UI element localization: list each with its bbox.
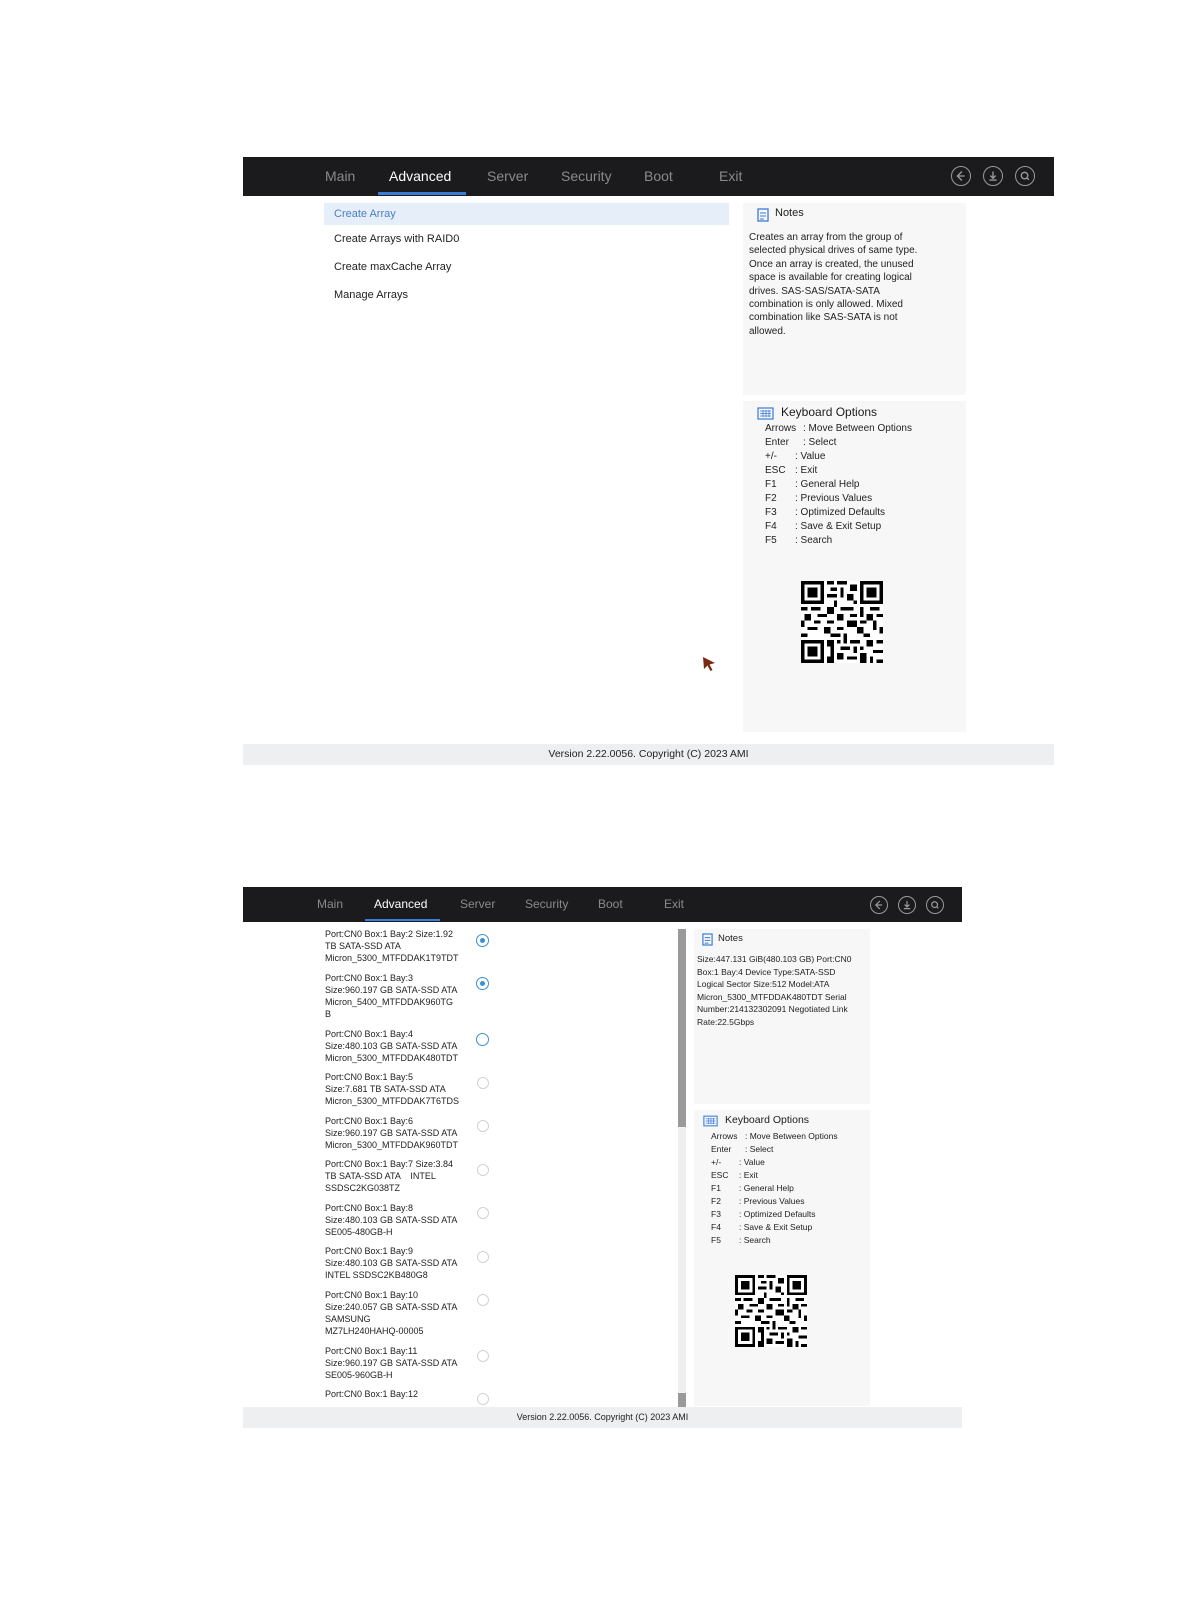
- drive-radio-bay-3[interactable]: [476, 977, 489, 990]
- key-name: F1: [765, 479, 777, 490]
- notes-icon: [702, 933, 713, 946]
- drive-line: Port:CN0 Box:1 Bay:7 Size:3.84: [325, 1159, 454, 1169]
- notes-line: Rate:22.5Gbps: [697, 1016, 755, 1027]
- drive-item-bay-10[interactable]: [325, 1290, 457, 1338]
- keyboard-icon: [703, 1115, 718, 1127]
- key-desc: : Save & Exit Setup: [795, 521, 882, 532]
- key-desc: : Select: [745, 1144, 774, 1154]
- tab-server[interactable]: Server: [487, 168, 529, 184]
- key-name: F2: [711, 1196, 721, 1206]
- notes-line: drives. SAS-SAS/SATA-SATA: [749, 285, 880, 297]
- drive-line: B: [325, 1008, 332, 1019]
- notes-line: combination like SAS-SATA is not: [749, 312, 898, 324]
- scrollbar-end-marker: [678, 1393, 686, 1407]
- key-name: F4: [765, 521, 777, 532]
- notes-line: Box:1 Bay:4 Device Type:SATA-SSD: [697, 966, 836, 977]
- drive-line: Micron_5300_MTFDDAK1T9TDT: [325, 952, 459, 963]
- drive-radio-bay-11[interactable]: [477, 1350, 489, 1362]
- drive-line: MZ7LH240HAHQ-00005: [325, 1325, 424, 1336]
- drive-item-bay-11[interactable]: [325, 1346, 457, 1382]
- drive-line: Micron_5300_MTFDDAK960TDT: [325, 1139, 459, 1150]
- key-name: F3: [765, 507, 777, 518]
- drive-item-bay-2[interactable]: [325, 929, 459, 965]
- keyboard-options-title: Keyboard Options: [781, 405, 878, 419]
- key-row-f5: [711, 1235, 771, 1245]
- key-row-f4: [765, 521, 881, 532]
- key-name: F5: [711, 1235, 721, 1245]
- drive-line: Size:480.103 GB SATA-SSD ATA: [325, 1257, 458, 1268]
- drive-radio-bay-8[interactable]: [477, 1207, 489, 1219]
- menu-item-create-array[interactable]: Create Array: [324, 203, 729, 225]
- keyboard-icon: [757, 407, 774, 420]
- drive-item-bay-8[interactable]: [325, 1203, 457, 1239]
- key-desc: : General Help: [795, 479, 860, 490]
- notes-line: Logical Sector Size:512 Model:ATA: [697, 979, 830, 990]
- drive-line: SE005-480GB-H: [325, 1226, 393, 1237]
- notes-line: Creates an array from the group of: [749, 232, 903, 243]
- key-name: +/-: [711, 1157, 722, 1167]
- back-icon[interactable]: [870, 896, 888, 914]
- key-row-f3: [711, 1209, 816, 1219]
- tab-main[interactable]: Main: [317, 897, 344, 911]
- notes-line: Micron_5300_MTFDDAK480TDT Serial: [697, 991, 847, 1002]
- drive-line: Micron_5300_MTFDDAK7T6TDS: [325, 1095, 460, 1106]
- drive-radio-bay-10[interactable]: [477, 1294, 489, 1306]
- drive-line: Size:240.057 GB SATA-SSD ATA: [325, 1301, 458, 1312]
- drive-line: Port:CN0 Box:1 Bay:12: [325, 1389, 419, 1399]
- drive-item-bay-12[interactable]: [325, 1389, 418, 1401]
- notes-line: Size:447.131 GiB(480.103 GB) Port:CN0: [697, 954, 852, 964]
- key-row-plus-minus: [711, 1157, 765, 1167]
- drive-line: Port:CN0 Box:1 Bay:11: [325, 1346, 418, 1356]
- drive-line: TB SATA-SSD ATA: [325, 940, 401, 951]
- key-desc: : Previous Values: [795, 493, 873, 504]
- drive-line: INTEL SSDSC2KB480G8: [325, 1269, 428, 1280]
- drive-line: Micron_5300_MTFDDAK480TDT: [325, 1052, 459, 1063]
- drive-line: Port:CN0 Box:1 Bay:9: [325, 1246, 414, 1256]
- active-tab-indicator: [378, 192, 466, 195]
- drive-item-bay-6[interactable]: [325, 1116, 458, 1152]
- key-desc: : Search: [795, 535, 833, 546]
- key-name: Arrows: [711, 1131, 738, 1141]
- drive-radio-bay-6[interactable]: [477, 1120, 489, 1132]
- top-menu-bar: [243, 157, 1054, 196]
- drive-radio-bay-12[interactable]: [477, 1393, 489, 1405]
- key-desc: : Optimized Defaults: [795, 507, 886, 518]
- key-desc: : Value: [795, 451, 826, 462]
- qr-code-icon: [801, 581, 883, 663]
- search-icon[interactable]: [926, 896, 944, 914]
- bios-screenshot-drive-selection: [243, 887, 962, 1428]
- drive-item-bay-7[interactable]: [325, 1159, 453, 1195]
- key-row-enter: [711, 1144, 773, 1154]
- drive-item-bay-5[interactable]: [325, 1072, 459, 1108]
- tab-boot[interactable]: Boot: [598, 897, 623, 911]
- key-name: Arrows: [765, 423, 797, 434]
- key-name: F4: [711, 1222, 721, 1232]
- back-icon[interactable]: [951, 166, 971, 186]
- drive-line: Size:480.103 GB SATA-SSD ATA: [325, 1214, 458, 1225]
- key-row-plus-minus: [765, 451, 825, 462]
- search-icon[interactable]: [1015, 166, 1035, 186]
- drive-radio-bay-5[interactable]: [477, 1077, 489, 1089]
- key-desc: : Exit: [795, 465, 818, 476]
- key-name: ESC: [765, 465, 786, 476]
- drive-line: Port:CN0 Box:1 Bay:10: [325, 1290, 419, 1300]
- tab-security[interactable]: Security: [525, 897, 569, 911]
- notes-line: allowed.: [749, 325, 786, 337]
- drive-line: Port:CN0 Box:1 Bay:2 Size:1.92: [325, 929, 454, 939]
- menu-item-manage-arrays[interactable]: Manage Arrays: [334, 289, 408, 301]
- key-desc: : General Help: [739, 1183, 794, 1193]
- key-name: F1: [711, 1183, 721, 1193]
- scrollbar-thumb[interactable]: [678, 929, 686, 1127]
- drive-item-bay-9[interactable]: [325, 1246, 457, 1282]
- drive-item-bay-4[interactable]: [325, 1029, 458, 1065]
- top-menu-bar: [243, 887, 962, 922]
- key-row-f4: [711, 1222, 812, 1232]
- notes-line: Number:214132302091 Negotiated Link: [697, 1004, 848, 1015]
- key-desc: : Search: [739, 1235, 771, 1245]
- notes-icon: [757, 208, 769, 222]
- drive-line: Size:7.681 TB SATA-SSD ATA: [325, 1083, 446, 1094]
- save-download-icon[interactable]: [898, 896, 916, 914]
- notes-text: [749, 231, 964, 338]
- menu-item-create-maxcache-array[interactable]: Create maxCache Array: [334, 261, 452, 273]
- key-name: F3: [711, 1209, 721, 1219]
- notes-title: Notes: [718, 933, 743, 944]
- notes-panel: [743, 203, 966, 395]
- tab-boot[interactable]: Boot: [644, 168, 673, 184]
- drive-line: Port:CN0 Box:1 Bay:6: [325, 1116, 414, 1126]
- key-desc: : Move Between Options: [745, 1131, 838, 1141]
- drive-line: Port:CN0 Box:1 Bay:3: [325, 973, 414, 983]
- key-desc: : Move Between Options: [803, 423, 912, 434]
- key-row-arrows: [711, 1131, 838, 1141]
- active-tab-indicator: [365, 919, 440, 921]
- drive-line: Size:960.197 GB SATA-SSD ATA: [325, 1127, 458, 1138]
- notes-panel: [694, 929, 870, 1104]
- drive-line: Size:960.197 GB SATA-SSD ATA: [325, 984, 458, 995]
- key-row-arrows: [765, 423, 912, 434]
- key-row-f2: [711, 1196, 805, 1206]
- tab-exit[interactable]: Exit: [664, 897, 685, 911]
- drive-line: SE005-960GB-H: [325, 1369, 393, 1380]
- key-desc: : Save & Exit Setup: [739, 1222, 813, 1232]
- key-row-enter: [765, 437, 836, 448]
- key-name: Enter: [765, 437, 789, 448]
- drive-line: Port:CN0 Box:1 Bay:8: [325, 1203, 414, 1213]
- drive-radio-bay-4[interactable]: [476, 1033, 489, 1046]
- key-name: F2: [765, 493, 777, 504]
- key-name: +/-: [765, 451, 777, 462]
- drive-line: Micron_5400_MTFDDAK960TG: [325, 996, 454, 1007]
- drive-line: SSDSC2KG038TZ: [325, 1182, 401, 1193]
- version-footer: Version 2.22.0056. Copyright (C) 2023 AMI: [243, 744, 1054, 765]
- tab-advanced[interactable]: Advanced: [374, 897, 428, 911]
- notes-line: space is available for creating logical: [749, 272, 912, 284]
- drive-line: Port:CN0 Box:1 Bay:5: [325, 1072, 414, 1082]
- drive-line: Size:960.197 GB SATA-SSD ATA: [325, 1357, 458, 1368]
- menu-item-create-arrays-raid0[interactable]: Create Arrays with RAID0: [334, 233, 460, 245]
- keyboard-options-panel: [743, 401, 966, 732]
- notes-text: [697, 953, 872, 1028]
- key-row-esc: [711, 1170, 758, 1180]
- drive-radio-bay-9[interactable]: [477, 1251, 489, 1263]
- mouse-cursor-icon: [702, 656, 716, 672]
- save-download-icon[interactable]: [983, 166, 1003, 186]
- key-row-f3: [765, 507, 885, 518]
- version-footer: Version 2.22.0056. Copyright (C) 2023 AMI: [243, 1407, 962, 1428]
- tab-advanced[interactable]: Advanced: [389, 168, 452, 184]
- notes-line: selected physical drives of same type.: [749, 245, 918, 257]
- drive-radio-bay-7[interactable]: [477, 1164, 489, 1176]
- key-name: ESC: [711, 1170, 729, 1180]
- notes-title: Notes: [775, 207, 804, 219]
- drive-list-scrollbar[interactable]: [678, 929, 686, 1407]
- drive-item-bay-3[interactable]: [325, 973, 457, 1021]
- key-desc: : Exit: [739, 1170, 758, 1180]
- tab-main[interactable]: Main: [325, 168, 356, 184]
- drive-line: TB SATA-SSD ATA INTEL: [325, 1170, 436, 1181]
- keyboard-options-title: Keyboard Options: [725, 1114, 810, 1126]
- notes-line: Once an array is created, the unused: [749, 258, 914, 270]
- key-desc: : Select: [803, 437, 837, 448]
- key-desc: : Previous Values: [739, 1196, 805, 1206]
- tab-security[interactable]: Security: [561, 168, 612, 184]
- key-desc: : Optimized Defaults: [739, 1209, 816, 1219]
- bios-screenshot-create-array: [243, 157, 1054, 765]
- notes-line: combination is only allowed. Mixed: [749, 298, 903, 310]
- drive-line: Port:CN0 Box:1 Bay:4: [325, 1029, 414, 1039]
- tab-server[interactable]: Server: [460, 897, 496, 911]
- qr-code-icon: [735, 1275, 807, 1347]
- key-row-esc: [765, 465, 817, 476]
- keyboard-options-panel: [694, 1110, 870, 1406]
- drive-line: SAMSUNG: [325, 1313, 371, 1324]
- key-name: F5: [765, 535, 777, 546]
- drive-radio-bay-2[interactable]: [476, 934, 489, 947]
- key-desc: : Value: [739, 1157, 765, 1167]
- key-row-f1: [711, 1183, 794, 1193]
- key-name: Enter: [711, 1144, 732, 1154]
- key-row-f2: [765, 493, 872, 504]
- key-row-f1: [765, 479, 859, 490]
- tab-exit[interactable]: Exit: [719, 168, 743, 184]
- drive-line: Size:480.103 GB SATA-SSD ATA: [325, 1040, 458, 1051]
- key-row-f5: [765, 535, 832, 546]
